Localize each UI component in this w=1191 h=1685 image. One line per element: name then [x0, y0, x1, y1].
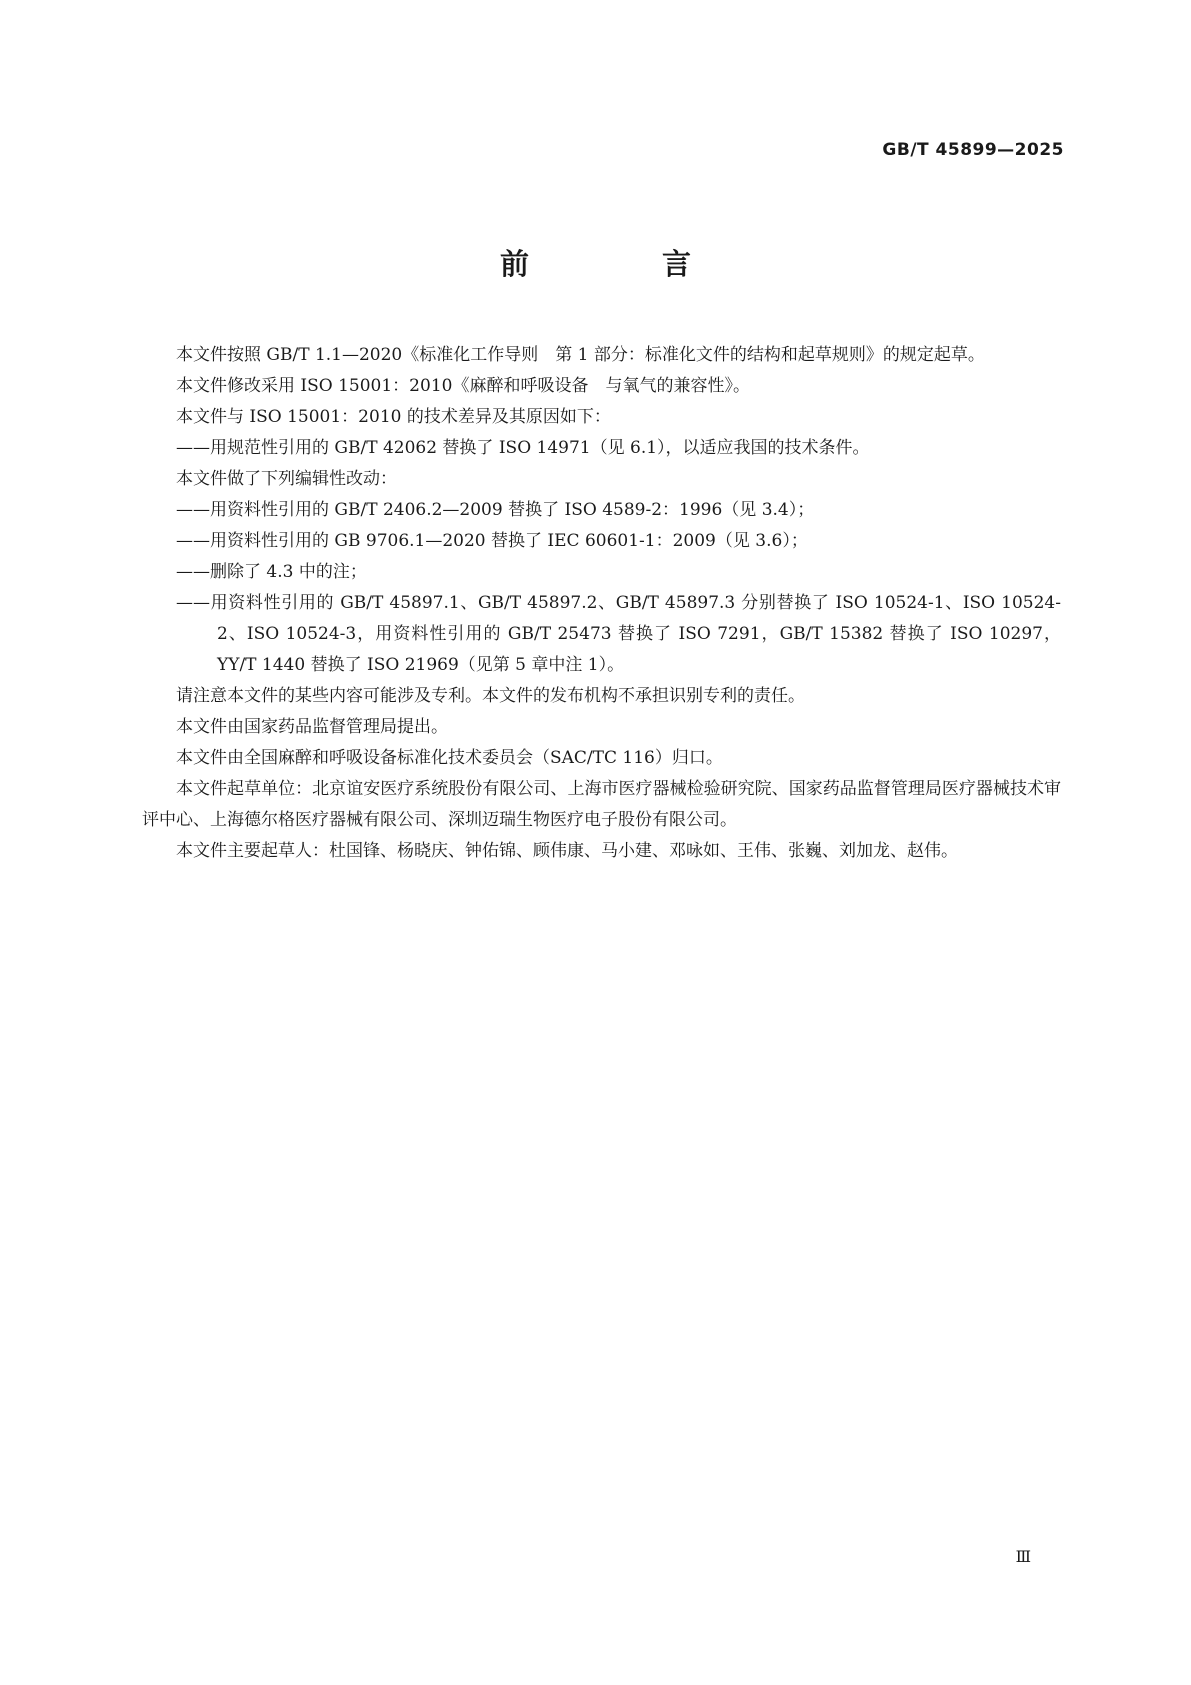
list-item-editorial-change: ——用资料性引用的 GB/T 2406.2—2009 替换了 ISO 4589-2：1996（见 3.4）；: [176, 500, 815, 520]
list-item-technical-difference: ——用规范性引用的 GB/T 42062 替换了 ISO 14971（见 6.1），以适应我国的技术条件。: [176, 438, 870, 458]
standard-code: GB/T 45899—2025: [882, 140, 1064, 160]
list-item-editorial-change: ——删除了 4.3 中的注；: [176, 562, 367, 582]
paragraph-proposer: 本文件由国家药品监督管理局提出。: [176, 717, 448, 737]
list-item-editorial-change: ——用资料性引用的 GB/T 45897.1、GB/T 45897.2、GB/T 45897.3 分别替换了 ISO 10524-1、ISO 10524-2、ISO 10524-3，用资料性引用的 GB/T 25473 替换了 ISO 7291，GB/T 15382 替换了 ISO 10297，YY/T 1440 替换了 ISO 21969（见第 5 章中注 1）。: [176, 593, 1061, 675]
page-title: 前 言: [499, 247, 743, 281]
paragraph-patent-notice: 请注意本文件的某些内容可能涉及专利。本文件的发布机构不承担识别专利的责任。: [176, 686, 805, 706]
foreword-body: [142, 340, 1061, 867]
paragraph-drafters: 本文件主要起草人：杜国锋、杨晓庆、钟佑锦、顾伟康、马小建、邓咏如、王伟、张巍、刘加龙、赵伟。: [176, 841, 958, 861]
paragraph-adoption: 本文件修改采用 ISO 15001：2010《麻醉和呼吸设备 与氧气的兼容性》。: [176, 376, 750, 396]
paragraph-drafting-rules: 本文件按照 GB/T 1.1—2020《标准化工作导则 第 1 部分：标准化文件的结构和起草规则》的规定起草。: [176, 345, 985, 365]
paragraph-technical-differences: 本文件与 ISO 15001：2010 的技术差异及其原因如下：: [176, 407, 611, 427]
list-item-editorial-change: ——用资料性引用的 GB 9706.1—2020 替换了 IEC 60601-1：2009（见 3.6）；: [176, 531, 808, 551]
paragraph-drafting-organizations: 本文件起草单位：北京谊安医疗系统股份有限公司、上海市医疗器械检验研究院、国家药品监督管理局医疗器械技术审评中心、上海德尔格医疗器械有限公司、深圳迈瑞生物医疗电子股份有限公司。: [142, 779, 1061, 830]
paragraph-technical-committee: 本文件由全国麻醉和呼吸设备标准化技术委员会（SAC/TC 116）归口。: [176, 748, 723, 768]
page-number: Ⅲ: [1015, 1547, 1031, 1566]
paragraph-editorial-changes: 本文件做了下列编辑性改动：: [176, 469, 397, 489]
